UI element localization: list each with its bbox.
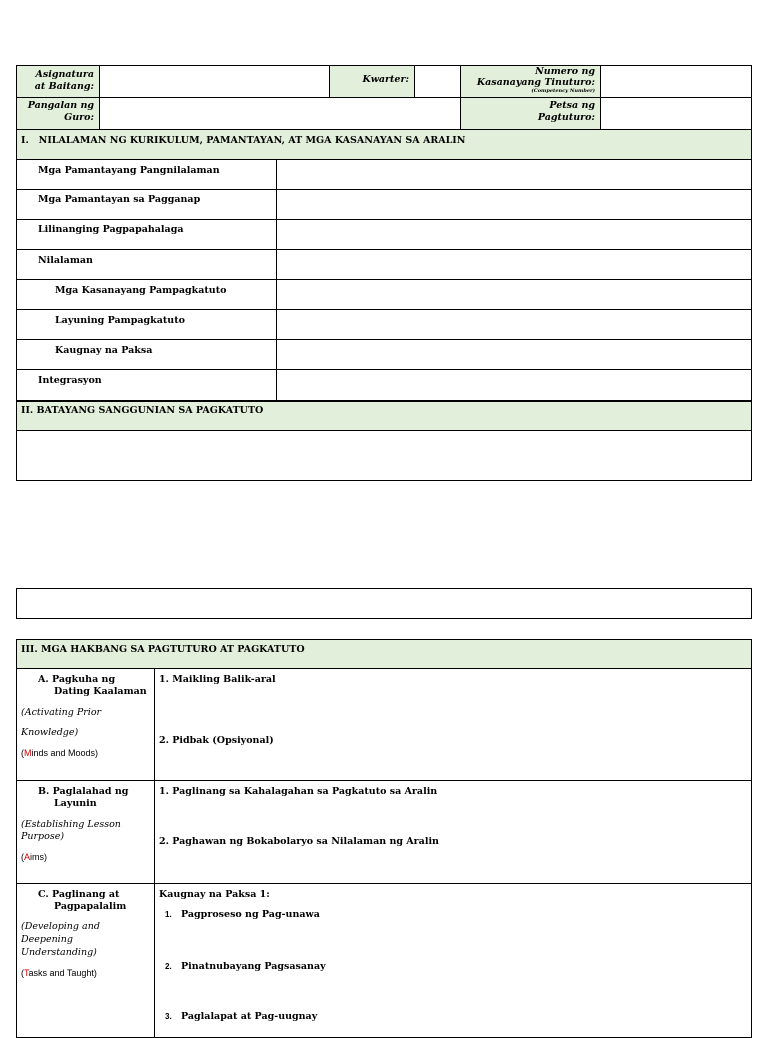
step-b-en-2: Purpose) <box>21 831 65 842</box>
step-a-item-1: 1. Maikling Balik-aral <box>159 674 276 685</box>
competency-label-2: Kasanayang Tinuturo: <box>476 77 595 88</box>
step-c-item-1: Pagproseso ng Pag-unawa <box>181 909 320 920</box>
field-learning-competencies[interactable] <box>277 280 751 309</box>
date-label-2: Pagtuturo: <box>537 112 595 123</box>
row-divider <box>16 883 752 884</box>
step-c-en-3: Understanding) <box>21 947 97 958</box>
step-b-en-1: (Establishing Lesson <box>21 819 121 830</box>
quarter-field[interactable] <box>414 65 461 98</box>
section3-column-divider <box>154 668 155 1038</box>
teacher-label-1: Pangalan ng <box>27 100 94 111</box>
step-c-item-3: Paglalapat at Pag-uugnay <box>181 1011 318 1022</box>
field-performance-standards[interactable] <box>277 190 751 219</box>
row-label-content: Nilalaman <box>38 255 93 266</box>
field-content[interactable] <box>277 250 751 279</box>
step-b-title-2: Layunin <box>54 798 97 809</box>
step-b-item-1: 1. Paglinang sa Kahalagahan sa Pagkatuto sa Aralin <box>159 786 438 797</box>
teacher-label-2: Guro: <box>64 112 94 123</box>
section2-title: II. BATAYANG SANGGUNIAN SA PAGKATUTO <box>21 405 264 416</box>
competency-label-1: Numero ng <box>535 66 595 77</box>
step-c-tag: (Tasks and Taught) <box>21 968 97 978</box>
section3-table <box>16 668 752 1038</box>
step-c-tag-initial: T <box>24 968 29 978</box>
field-learning-objectives[interactable] <box>277 310 751 339</box>
field-values[interactable] <box>277 220 751 249</box>
step-a-title-1: A. Pagkuha ng <box>38 674 116 685</box>
step-a-tag-rest: inds and Moods) <box>31 748 99 758</box>
step-c-num-1: 1. <box>165 910 172 919</box>
step-c-title-1: C. Paglinang at <box>38 889 120 900</box>
quarter-label: Kwarter: <box>362 74 409 85</box>
date-label-1: Petsa ng <box>549 100 595 111</box>
step-a-title-2: Dating Kaalaman <box>54 686 147 697</box>
row-label-learning-objectives: Layuning Pampagkatuto <box>55 315 185 326</box>
step-b-title-1: B. Paglalahad ng <box>38 786 129 797</box>
row-label-content-standards: Mga Pamantayang Pangnilalaman <box>38 165 220 176</box>
field-content-standards[interactable] <box>277 160 751 189</box>
step-b-tag-rest: ims) <box>30 852 48 862</box>
row-label-performance-standards: Mga Pamantayan sa Pagganap <box>38 194 201 205</box>
competency-note: (Competency Number) <box>531 88 595 94</box>
step-c-en-2: Deepening <box>21 934 73 945</box>
row-divider <box>16 780 752 781</box>
step-b-tag-initial: A <box>24 852 31 862</box>
step-b-item-2: 2. Paghawan ng Bokabolaryo sa Nilalaman ng Aralin <box>159 836 439 847</box>
step-a-tag: (Minds and Moods) <box>21 748 99 758</box>
step-c-title-2: Pagpapalalim <box>54 901 127 912</box>
subject-label-1: Asignatura <box>35 69 94 80</box>
step-c-topic: Kaugnay na Paksa 1: <box>159 889 270 900</box>
step-a-en-2: Knowledge) <box>21 727 79 738</box>
step-a-en-1: (Activating Prior <box>21 707 102 718</box>
step-a-item-2: 2. Pidbak (Opsiyonal) <box>159 735 274 746</box>
blank-box[interactable] <box>16 588 752 619</box>
subject-field[interactable] <box>99 65 330 98</box>
step-b-tag: (Aims) <box>21 852 48 862</box>
row-label-integration: Integrasyon <box>38 375 102 386</box>
field-integration[interactable] <box>277 370 751 400</box>
step-c-num-2: 2. <box>165 962 172 971</box>
section3-title: III. MGA HAKBANG SA PAGTUTURO AT PAGKATUTO <box>21 644 305 655</box>
date-field[interactable] <box>600 97 752 130</box>
step-c-item-2: Pinatnubayang Pagsasanay <box>181 961 326 972</box>
step-c-num-3: 3. <box>165 1012 172 1021</box>
row-label-learning-competencies: Mga Kasanayang Pampagkatuto <box>55 285 227 296</box>
step-c-tag-rest: asks and Taught) <box>28 968 97 978</box>
field-related-topic[interactable] <box>277 340 751 369</box>
section1-title: I. NILALAMAN NG KURIKULUM, PAMANTAYAN, AT MGA KASANAYAN SA ARALIN <box>21 135 466 146</box>
step-a-tag-initial: M <box>24 748 32 758</box>
teacher-field[interactable] <box>99 97 461 130</box>
row-label-values: Lilinanging Pagpapahalaga <box>38 224 184 235</box>
step-c-en-1: (Developing and <box>21 921 100 932</box>
subject-label-2: at Baitang: <box>34 81 94 92</box>
row-label-related-topic: Kaugnay na Paksa <box>55 345 153 356</box>
section2-field[interactable] <box>16 430 752 481</box>
competency-field[interactable] <box>600 65 752 98</box>
